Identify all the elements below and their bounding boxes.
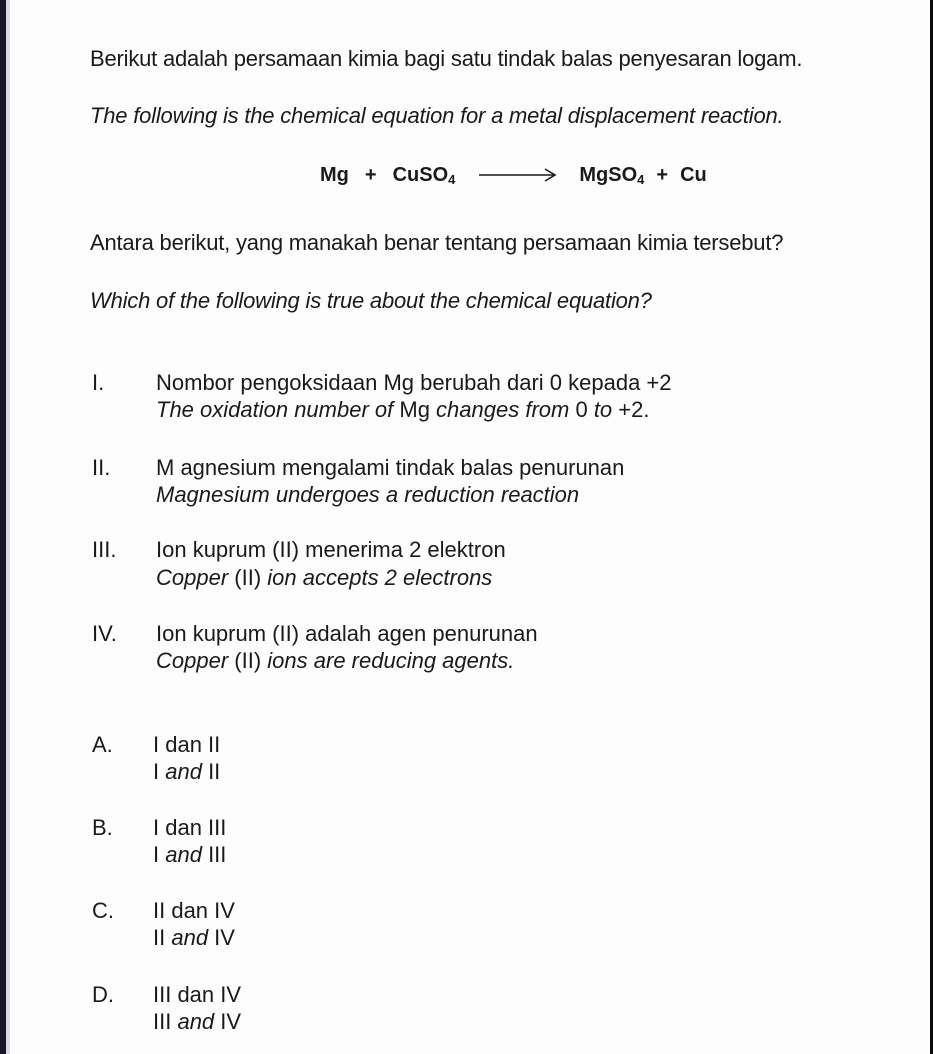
plus-sign: + [656,164,669,186]
option-letter: A. [92,732,113,757]
statement-malay: Nombor pengoksidaan Mg berubah dari 0 kepada +2 [156,370,672,395]
statement-numeral: I. [92,370,105,395]
reactant-mg: Mg [320,164,349,186]
statement-english: Copper (II) ion accepts 2 electrons [156,565,493,590]
statement-english: The oxidation number of Mg changes from 0 to +2. [156,397,650,422]
statement-english: Copper (II) ions are reducing agents. [156,648,515,673]
chemical-equation [320,164,707,194]
statement-numeral: III. [92,537,117,562]
option-english: III and IV [153,1009,242,1034]
left-border-strip [6,0,10,1054]
statement-malay: M agnesium mengalami tindak balas penurunan [156,455,625,480]
option-malay: I dan II [153,732,221,757]
statement-numeral: IV. [92,621,117,646]
option-english: I and II [153,759,221,784]
intro-english: The following is the chemical equation for a metal displacement reaction. [90,103,784,128]
question-english: Which of the following is true about the chemical equation? [90,288,652,313]
option-english: II and IV [153,925,235,950]
reaction-arrow-icon [479,164,557,187]
statement-malay: Ion kuprum (II) menerima 2 elektron [156,537,506,562]
reactant-cuso4: CuSO$_4$ [392,164,456,187]
option-english: I and III [153,842,227,867]
statement-english: Magnesium undergoes a reduction reaction [156,482,580,507]
question-malay: Antara berikut, yang manakah benar tentang persamaan kimia tersebut? [90,230,784,255]
option-malay: III dan IV [153,982,242,1007]
option-malay: I dan III [153,815,227,840]
option-letter: B. [92,815,113,840]
option-letter: D. [92,982,114,1007]
statement-malay: Ion kuprum (II) adalah agen penurunan [156,621,538,646]
product-cu: Cu [680,164,707,186]
intro-malay: Berikut adalah persamaan kimia bagi satu tindak balas penyesaran logam. [90,46,803,71]
statement-numeral: II. [92,455,111,480]
plus-sign: + [364,164,377,186]
product-mgso4: MgSO$_4$ [579,164,645,187]
option-letter: C. [92,898,114,923]
option-malay: II dan IV [153,898,235,923]
